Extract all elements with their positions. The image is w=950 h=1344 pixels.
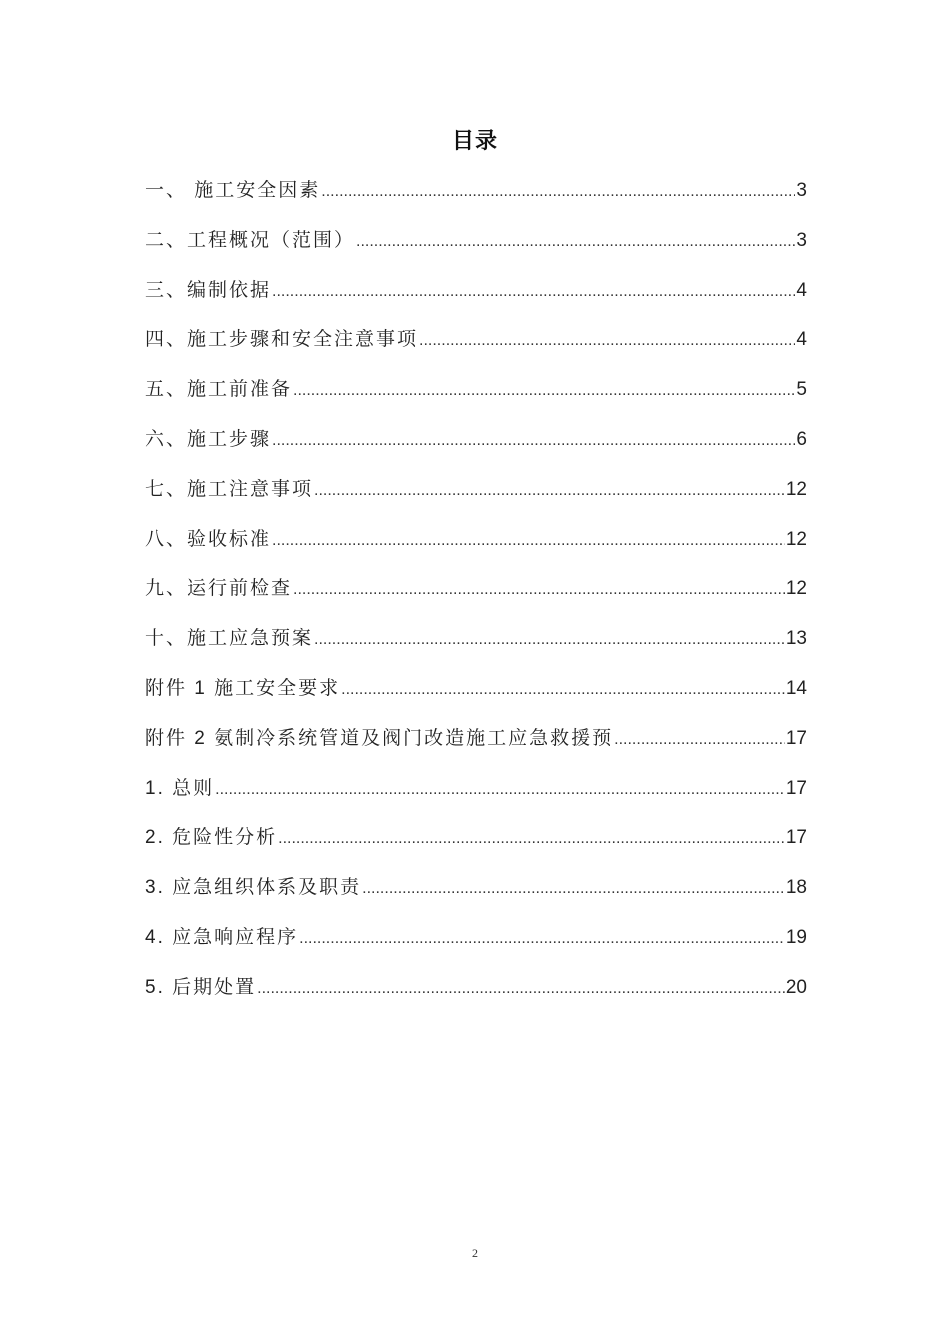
toc-leader-dots (272, 273, 795, 311)
toc-entry-page: 3 (796, 180, 807, 201)
page-number: 2 (472, 1246, 478, 1260)
toc-entry[interactable] (145, 869, 807, 919)
toc-leader-dots (362, 870, 785, 908)
toc-leader-dots (272, 522, 785, 560)
toc-entry-label: 四、施工步骤和安全注意事项 (145, 329, 419, 351)
toc-title: 目录 (451, 128, 498, 153)
toc-leader-dots (278, 820, 785, 858)
toc-entry[interactable] (145, 272, 807, 322)
toc-leader-dots (314, 472, 785, 510)
toc-entry-label: 5. 后期处置 (145, 976, 257, 998)
toc-entry-label: 八、验收标准 (145, 528, 272, 550)
toc-entry-label: 十、施工应急预案 (145, 628, 314, 650)
toc-leader-dots (341, 671, 785, 709)
toc-entry-page: 18 (785, 877, 807, 899)
toc-leader-dots (356, 223, 795, 261)
table-of-contents (145, 172, 807, 1019)
toc-entry-page: 6 (796, 428, 807, 450)
toc-entry[interactable] (145, 969, 807, 1019)
toc-entry[interactable] (145, 421, 807, 471)
toc-entry[interactable] (145, 471, 807, 521)
toc-entry-page: 20 (785, 976, 807, 998)
toc-entry-label: 附件 1 施工安全要求 (145, 677, 341, 699)
toc-entry-label: 3. 应急组织体系及职责 (145, 877, 362, 899)
toc-entry[interactable] (145, 570, 807, 620)
toc-entry-page: 4 (796, 329, 807, 351)
toc-entry-page: 17 (785, 777, 807, 799)
toc-leader-dots (614, 721, 785, 759)
toc-leader-dots (293, 372, 795, 410)
toc-entry-label: 1. 总则 (145, 777, 215, 799)
toc-entry-page: 17 (785, 827, 807, 849)
toc-entry[interactable] (145, 919, 807, 969)
toc-entry-label: 附件 2 氨制冷系统管道及阀门改造施工应急救援预 (145, 727, 614, 749)
toc-leader-dots (272, 422, 795, 460)
toc-entry-page: 17 (785, 727, 807, 749)
toc-leader-dots (299, 920, 785, 958)
toc-entry-label: 一、 施工安全因素 (145, 180, 321, 201)
toc-entry[interactable] (145, 620, 807, 670)
toc-entry-label: 二、工程概况（范围） (145, 229, 356, 251)
toc-entry[interactable] (145, 371, 807, 421)
toc-leader-dots (419, 322, 795, 360)
toc-entry[interactable] (145, 321, 807, 371)
toc-leader-dots (321, 173, 795, 211)
toc-entry-label: 六、施工步骤 (145, 428, 272, 450)
toc-entry-label: 七、施工注意事项 (145, 478, 314, 500)
toc-entry-page: 13 (785, 628, 807, 650)
toc-leader-dots (314, 621, 785, 659)
toc-entry-page: 3 (796, 229, 807, 251)
toc-entry-page: 12 (785, 578, 807, 600)
toc-leader-dots (215, 771, 785, 809)
toc-entry-page: 12 (785, 528, 807, 550)
toc-entry-page: 4 (796, 279, 807, 301)
toc-entry-page: 5 (796, 379, 807, 401)
toc-entry[interactable] (145, 222, 807, 272)
toc-leader-dots (257, 970, 785, 1008)
toc-entry[interactable] (145, 770, 807, 820)
toc-entry-label: 五、施工前准备 (145, 379, 293, 401)
toc-entry-label: 九、运行前检查 (145, 578, 293, 600)
toc-leader-dots (293, 571, 785, 609)
toc-entry-page: 12 (785, 478, 807, 500)
toc-entry-page: 19 (785, 926, 807, 948)
toc-entry[interactable] (145, 720, 807, 770)
toc-entry[interactable] (145, 670, 807, 720)
toc-entry-label: 三、编制依据 (145, 279, 272, 301)
toc-entry[interactable] (145, 521, 807, 571)
toc-entry[interactable] (145, 819, 807, 869)
toc-entry[interactable] (145, 172, 807, 222)
toc-entry-page: 14 (785, 677, 807, 699)
toc-entry-label: 4. 应急响应程序 (145, 926, 299, 948)
toc-entry-label: 2. 危险性分析 (145, 827, 278, 849)
